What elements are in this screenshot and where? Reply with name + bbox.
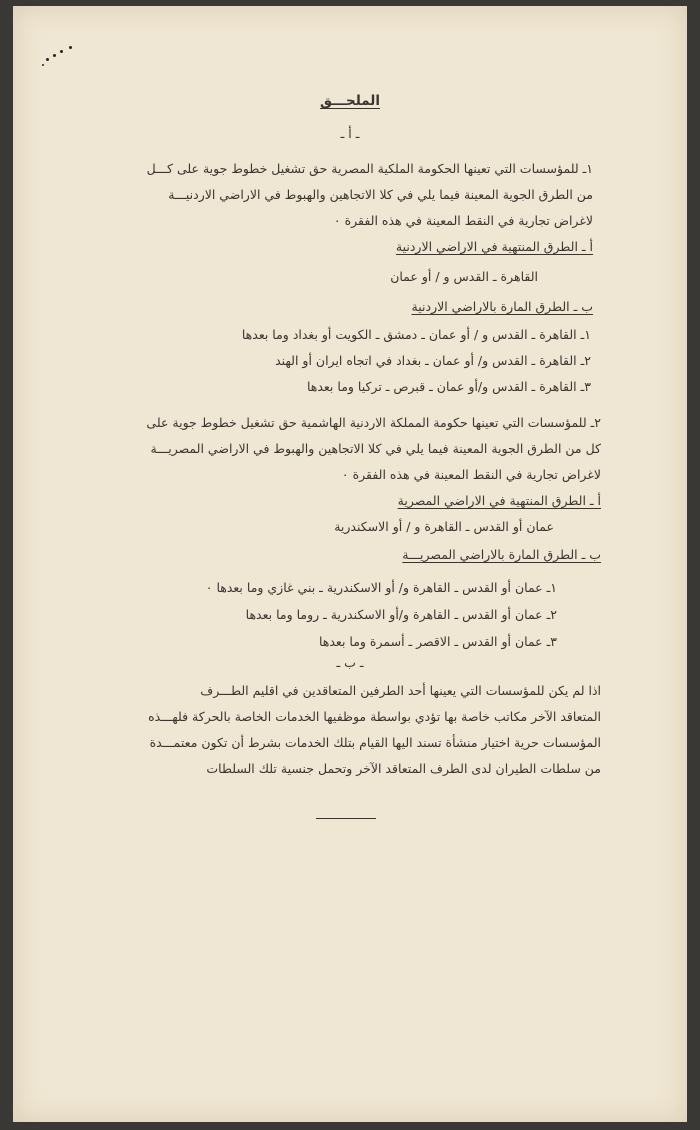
para2-line-3: لاغراض تجارية في النقط المعينة في هذه الفقرة ٠ [341, 467, 601, 482]
page-title: الملحـــق [320, 93, 380, 109]
para2-sub-a-heading: أ ـ الطرق المنتهية في الاراضي المصرية [397, 493, 601, 508]
ink-speck [69, 46, 72, 49]
para1-sub-a-route: القاهرة ـ القدس و / أو عمان [390, 269, 538, 284]
para1-route-3: ٣ـ القاهرة ـ القدس و/أو عمان ـ قبرص ـ تركيا وما بعدها [306, 379, 591, 394]
section-b-label: ـ ب ـ [336, 655, 364, 670]
para1-sub-b-heading: ب ـ الطرق المارة بالاراضي الاردنية [411, 299, 593, 314]
ink-speck [60, 50, 63, 53]
para2-sub-a-route: عمان أو القدس ـ القاهرة و / أو الاسكندرية [334, 519, 554, 534]
closing-rule [316, 818, 376, 819]
para3-line-2: المتعاقد الآخر مكاتب خاصة بها تؤدي بواسطة موظفيها الخدمات الخاصة بالحركة فلهـــذه [148, 709, 601, 724]
document-page [13, 6, 687, 1122]
ink-speck [53, 54, 56, 57]
para2-route-1: ١ـ عمان أو القدس ـ القاهرة و/ أو الاسكندرية ـ بني غازي وما بعدها ٠ [205, 580, 557, 595]
ink-speck [46, 58, 49, 61]
para1-route-1: ١ـ القاهرة ـ القدس و / أو عمان ـ دمشق ـ الكويت أو بغداد وما بعدها [241, 327, 591, 342]
para3-line-4: من سلطات الطيران لدى الطرف المتعاقد الآخر وتحمل جنسية تلك السلطات [206, 761, 601, 776]
para1-sub-a-heading: أ ـ الطرق المنتهية في الاراضي الاردنية [395, 239, 593, 254]
para2-route-2: ٢ـ عمان أو القدس ـ القاهرة و/أو الاسكندرية ـ روما وما بعدها [245, 607, 557, 622]
para2-line-2: كل من الطرق الجوية المعينة فيما يلي في كلا الاتجاهين والهبوط في الاراضي المصريـــة [150, 441, 601, 456]
para3-line-3: المؤسسات حرية اختيار منشأة تسند اليها القيام بتلك الخدمات بشرط أن تكون معتمـــدة [149, 735, 601, 750]
para2-route-3: ٣ـ عمان أو القدس ـ الاقصر ـ أسمرة وما بعدها [318, 634, 557, 649]
para3-line-1: اذا لم يكن للمؤسسات التي يعينها أحد الطرفين المتعاقدين في اقليم الطـــرف [200, 683, 601, 698]
para2-sub-b-heading: ب ـ الطرق المارة بالاراضي المصريـــة [402, 547, 601, 562]
para2-line-1: ٢ـ للمؤسسات التي تعينها حكومة المملكة الاردنية الهاشمية حق تشغيل خطوط جوية على [146, 415, 601, 430]
para1-line-3: لاغراض تجارية في النقط المعينة في هذه الفقرة ٠ [333, 213, 593, 228]
para1-route-2: ٢ـ القاهرة ـ القدس و/ أو عمان ـ بغداد في اتجاه ايران أو الهند [275, 353, 591, 368]
para1-line-1: ١ـ للمؤسسات التي تعينها الحكومة الملكية المصرية حق تشغيل خطوط جوية على كـــل [146, 161, 593, 176]
section-a-label: ـ أ ـ [340, 126, 360, 141]
ink-speck [42, 64, 44, 66]
para1-line-2: من الطرق الجوية المعينة فيما يلي في كلا الاتجاهين والهبوط في الاراضي الاردنيـــة [168, 187, 593, 202]
